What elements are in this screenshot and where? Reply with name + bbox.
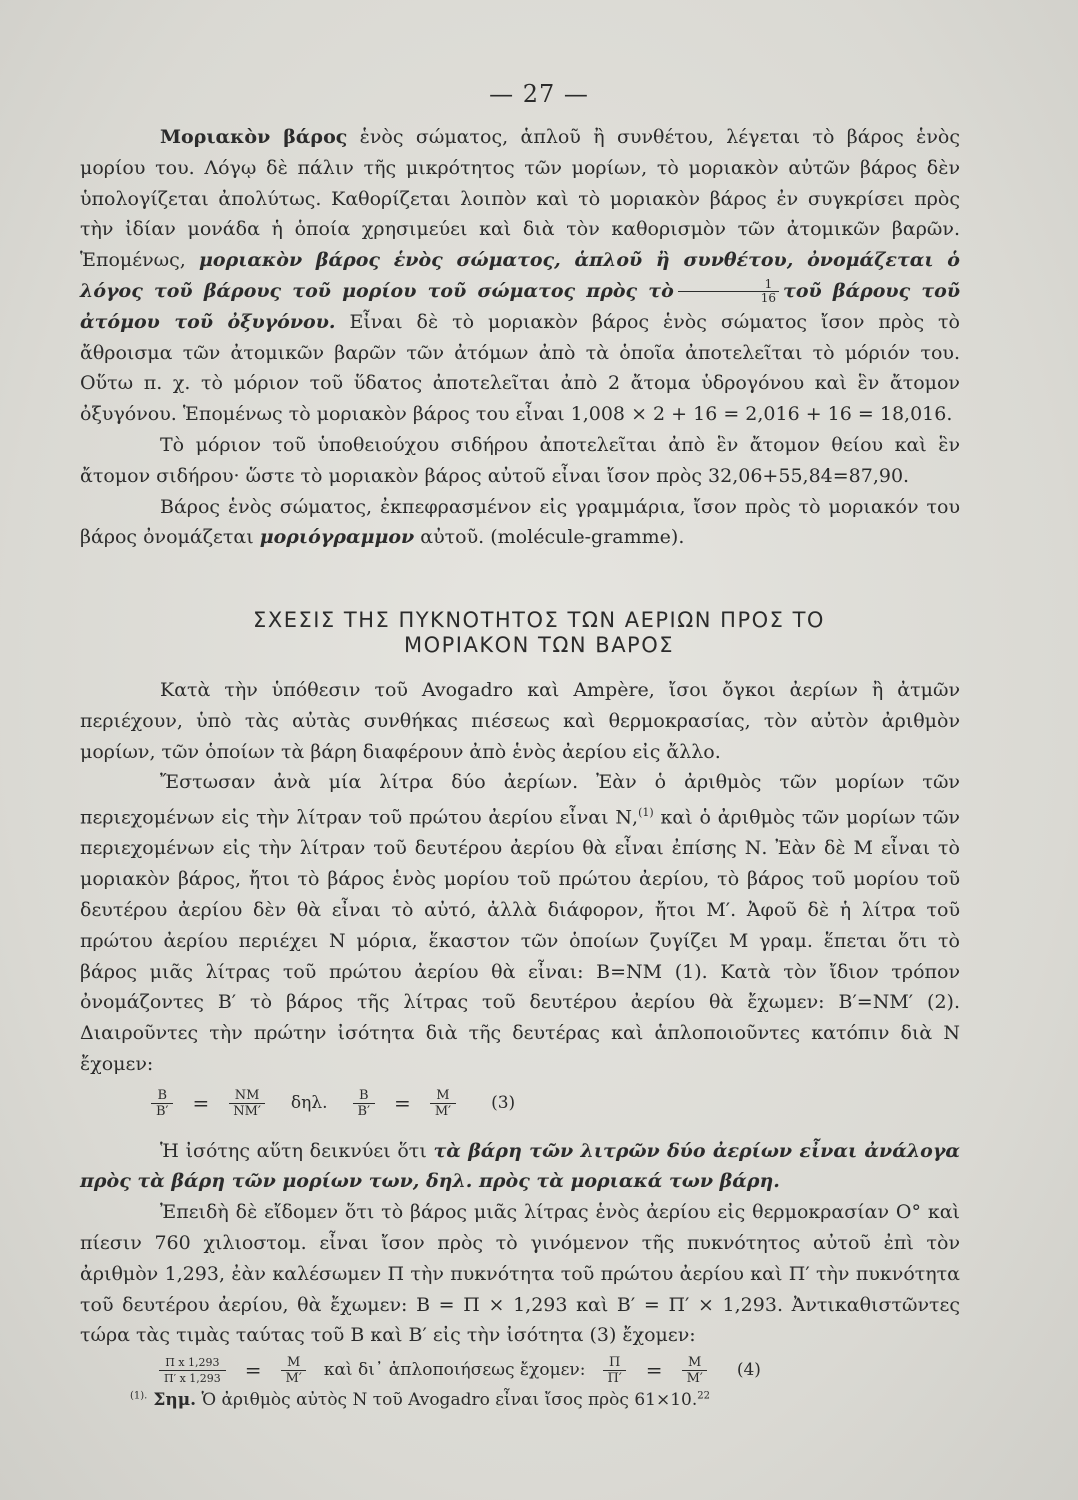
section-heading-line-1: ΣΧΕΣΙΣ ΤΗΣ ΠΥΚΝΟΤΗΤΟΣ ΤΩΝ ΑΕΡΙΩΝ ΠΡΟΣ ΤΟ: [253, 608, 825, 632]
paragraph-two-gases: [80, 767, 960, 1079]
eq-numerator: Μ: [430, 1088, 455, 1104]
paragraph-text: Βάρος ἑνὸς σώματος, ἐκπεφρασμένον εἰς γραμμάρια, ἴσον πρὸς τὸ μοριακόν του βάρος ὀνομάζεται: [80, 495, 960, 549]
eq3-frac-4: [429, 1088, 457, 1119]
paragraph-text: ἑνὸς σώματος, ἁπλοῦ ἢ συνθέτου, λέγεται τὸ βάρος ἑνὸς μορίου του. Λόγῳ δὲ πάλιν τῆς μικρότητος τῶν μορίων, τὸ μοριακὸν αὐτῶν βάρος δὲν ὑπολογίζεται ἀπολύτως. Καθορίζεται λοιπὸν καὶ τὸ μοριακὸν βάρος ἐν συγκρίσει πρὸς τὴν ἰδίαν μονάδα ἡ ὁποία χρησιμεύει καὶ διὰ τὸν καθορισμὸν τῶν ἀτομικῶν βαρῶν. Ἑπομένως,: [80, 126, 961, 272]
eq-denominator: ΝΜ′: [233, 1103, 261, 1119]
eq-numerator: Π x 1,293: [159, 1355, 225, 1371]
fraction-denominator: 16: [760, 291, 777, 306]
eq-denominator: Π′ x 1,293: [164, 1372, 221, 1386]
eq-denominator: Μ′: [686, 1371, 703, 1387]
eq-numerator: Π: [603, 1355, 626, 1371]
footnote-number: (1).: [130, 1390, 148, 1402]
eq-denominator: Μ′: [285, 1371, 302, 1387]
intro-section: [80, 122, 960, 553]
paragraph-gram-molecule: [80, 492, 960, 554]
page-number: — 27 —: [489, 80, 589, 108]
footnote-abbr: Σημ.: [153, 1390, 197, 1410]
equals-sign: =: [244, 1358, 262, 1383]
eq4-frac-2: [280, 1355, 308, 1386]
eq-numerator: Μ: [281, 1355, 306, 1371]
footnote-text: Ὁ ἀριθμὸς αὐτὸς Ν τοῦ Avogadro εἶναι ἴσος πρὸς 61×10.: [196, 1390, 698, 1410]
definition-text: μοριακὸν βάρος ἑνὸς σώματος, ἁπλοῦ ἢ συνθέτου, ὀνομάζεται ὁ λόγος τοῦ βάρους τοῦ μορίου τοῦ σώματος πρὸς τὸ: [80, 249, 960, 302]
eq-denominator: Β′: [156, 1103, 169, 1119]
term-gram-molecule: μοριόγραμμον: [259, 526, 415, 549]
eq-denominator: Β′: [357, 1103, 371, 1119]
paragraph-text: Ἡ ἰσότης αὕτη δεικνύει ὅτι: [160, 1139, 434, 1162]
eq-numerator: Μ: [682, 1355, 707, 1371]
eq-numerator: Β: [151, 1088, 173, 1104]
term-molecular-weight: Μοριακὸν βάρος: [160, 126, 348, 148]
paragraph-text: Ἔστωσαν ἀνὰ μία λίτρα δύο ἀερίων. Ἐὰν ὁ ἀριθμὸς τῶν μορίων τῶν περιεχομένων εἰς τὴν λίτραν τοῦ πρώτου ἀερίου εἶναι Ν,: [80, 771, 960, 829]
eq4-frac-4: [681, 1355, 709, 1386]
paragraph-density: Ἐπειδὴ δὲ εἴδομεν ὅτι τὸ βάρος μιᾶς λίτρας ἑνὸς ἀερίου εἰς θερμοκρασίαν Ο° καὶ πίεσιν 760 χιλιοστομ. εἶναι ἴσον πρὸς τὸ γινόμενον τῆς πυκνότητος αὐτοῦ ἐπὶ τὸν ἀριθμὸν 1,293, ἐὰν καλέσωμεν Π τὴν πυκνότητα τοῦ πρώτου ἀερίου καὶ Π′ τὴν πυκνότητα τοῦ δευτέρου ἀερίου, θὰ ἔχωμεν: Β = Π × 1,293 καὶ Β′ = Π′ × 1,293. Ἀντικαθιστῶντες τώρα τὰς τιμὰς ταύτας τοῦ Β καὶ Β′ εἰς τὴν ἰσότητα (3) ἔχομεν:: [80, 1201, 960, 1347]
equals-sign: =: [645, 1358, 663, 1383]
eq-text: καὶ δι᾽ ἁπλοποιήσεως ἔχομεν:: [323, 1360, 586, 1381]
fraction-one-sixteenth: [678, 278, 779, 305]
equation-3-row: [150, 1088, 515, 1119]
eq3-frac-3: [352, 1088, 377, 1119]
equation-label: (3): [491, 1092, 516, 1113]
equation-3: [80, 1080, 960, 1136]
eq-word: δηλ.: [290, 1092, 328, 1113]
section-heading-line-2: ΜΟΡΙΑΚΟΝ ΤΩΝ ΒΑΡΟΣ: [403, 633, 675, 657]
footnote-mark: (1): [638, 806, 654, 820]
eq3-frac-1: [150, 1088, 175, 1119]
eq4-frac-1: [158, 1355, 227, 1386]
equals-sign: =: [394, 1090, 411, 1115]
footnote-exponent: 22: [697, 1390, 710, 1402]
footnote: [130, 1390, 710, 1410]
eq-numerator: Β: [353, 1088, 375, 1104]
paragraph-molecular-weight: [80, 122, 960, 430]
eq3-frac-2: [227, 1088, 267, 1119]
paragraph-tail: αὐτοῦ. (molécule-gramme).: [414, 526, 685, 549]
paragraph-iron-sulfide: Τὸ μόριον τοῦ ὑποθειούχου σιδήρου ἀποτελεῖται ἀπὸ ἓν ἄτομον θείου καὶ ἓν ἄτομον σιδήρου· ὥστε τὸ μοριακὸν βάρος αὐτοῦ εἶναι ἴσον πρὸς 32,06+55,84=87,90.: [80, 433, 960, 487]
eq-denominator: Π′: [607, 1371, 622, 1387]
conclusion-text: τὰ βάρη τῶν λιτρῶν δύο ἀερίων εἶναι ἀνάλογα πρὸς τὰ βάρη τῶν μορίων των, δηλ. πρὸς τὰ μοριακά των βάρη.: [80, 1139, 961, 1193]
paragraph-proportional: [80, 1136, 960, 1198]
eq-denominator: Μ′: [434, 1103, 452, 1119]
eq-numerator: ΝΜ: [229, 1088, 266, 1104]
definition-text-end: τοῦ βάρους τοῦ ἀτόμου τοῦ ὀξυγόνου.: [80, 279, 961, 333]
fraction-numerator: 1: [678, 278, 779, 292]
equation-4-row: [158, 1355, 761, 1386]
equation-label: (4): [736, 1360, 761, 1381]
paragraph-text-continued: καὶ ὁ ἀριθμὸς τῶν μορίων τῶν περιεχομένων εἰς τὴν λίτραν τοῦ δευτέρου ἀερίου θὰ εἶναι ἐπίσης Ν. Ἐὰν δὲ Μ εἶναι τὸ μοριακὸν βάρος, ἤτοι τὸ βάρος ἑνὸς μορίου τοῦ πρώτου ἀερίου, τὸ βάρος τοῦ μορίου τοῦ δευτέρου ἀερίου δὲν θὰ εἶναι τὸ αὐτό, ἀλλὰ διάφορον, ἤτοι Μ′. Ἀφοῦ δὲ ἡ λίτρα τοῦ πρώτου ἀερίου περιέχει Ν μόρια, ἕκαστον τῶν ὁποίων ζυγίζει Μ γραμ. ἕπεται ὅτι τὸ βάρος μιᾶς λίτρας τοῦ πρώτου ἀερίου θὰ εἶναι: Β=ΝΜ (1). Κατὰ τὸν ἴδιον τρόπον ὀνομάζοντες Β′ τὸ βάρος τῆς λίτρας τοῦ δευτέρου ἀερίου θὰ ἔχωμεν: Β′=ΝΜ′ (2). Διαιροῦντες τὴν πρώτην ἰσότητα διὰ τῆς δευτέρας καὶ ἁπλοποιοῦντες κατόπιν διὰ Ν ἔχομεν:: [80, 806, 960, 1075]
paragraph-text-continued: Εἶναι δὲ τὸ μοριακὸν βάρος ἑνὸς σώματος ἴσον πρὸς τὸ ἄθροισμα τῶν ἀτομικῶν βαρῶν τῶν ἀτόμων ἀπὸ τὰ ὁποῖα ἀποτελεῖται τὸ μόριόν του. Οὕτω π. χ. τὸ μόριον τοῦ ὕδατος ἀποτελεῖται ἀπὸ 2 ἄτομα ὑδρογόνου καὶ ἓν ἄτομον ὀξυγόνου. Ἑπομένως τὸ μοριακὸν βάρος του εἶναι 1,008 × 2 + 16 = 2,016 + 16 = 18,016.: [80, 310, 960, 426]
equals-sign: =: [192, 1090, 210, 1115]
eq4-frac-3: [602, 1355, 628, 1386]
paragraph-avogadro: Κατὰ τὴν ὑπόθεσιν τοῦ Avogadro καὶ Ampère, ἴσοι ὄγκοι ἀερίων ἢ ἀτμῶν περιέχουν, ὑπὸ τὰς αὐτὰς συνθήκας πιέσεως καὶ θερμοκρασίας, τὸν αὐτὸν ἀριθμὸν μορίων, τῶν ὁποίων τὰ βάρη διαφέρουν ἀπὸ ἑνὸς ἀερίου εἰς ἄλλο.: [80, 679, 960, 763]
